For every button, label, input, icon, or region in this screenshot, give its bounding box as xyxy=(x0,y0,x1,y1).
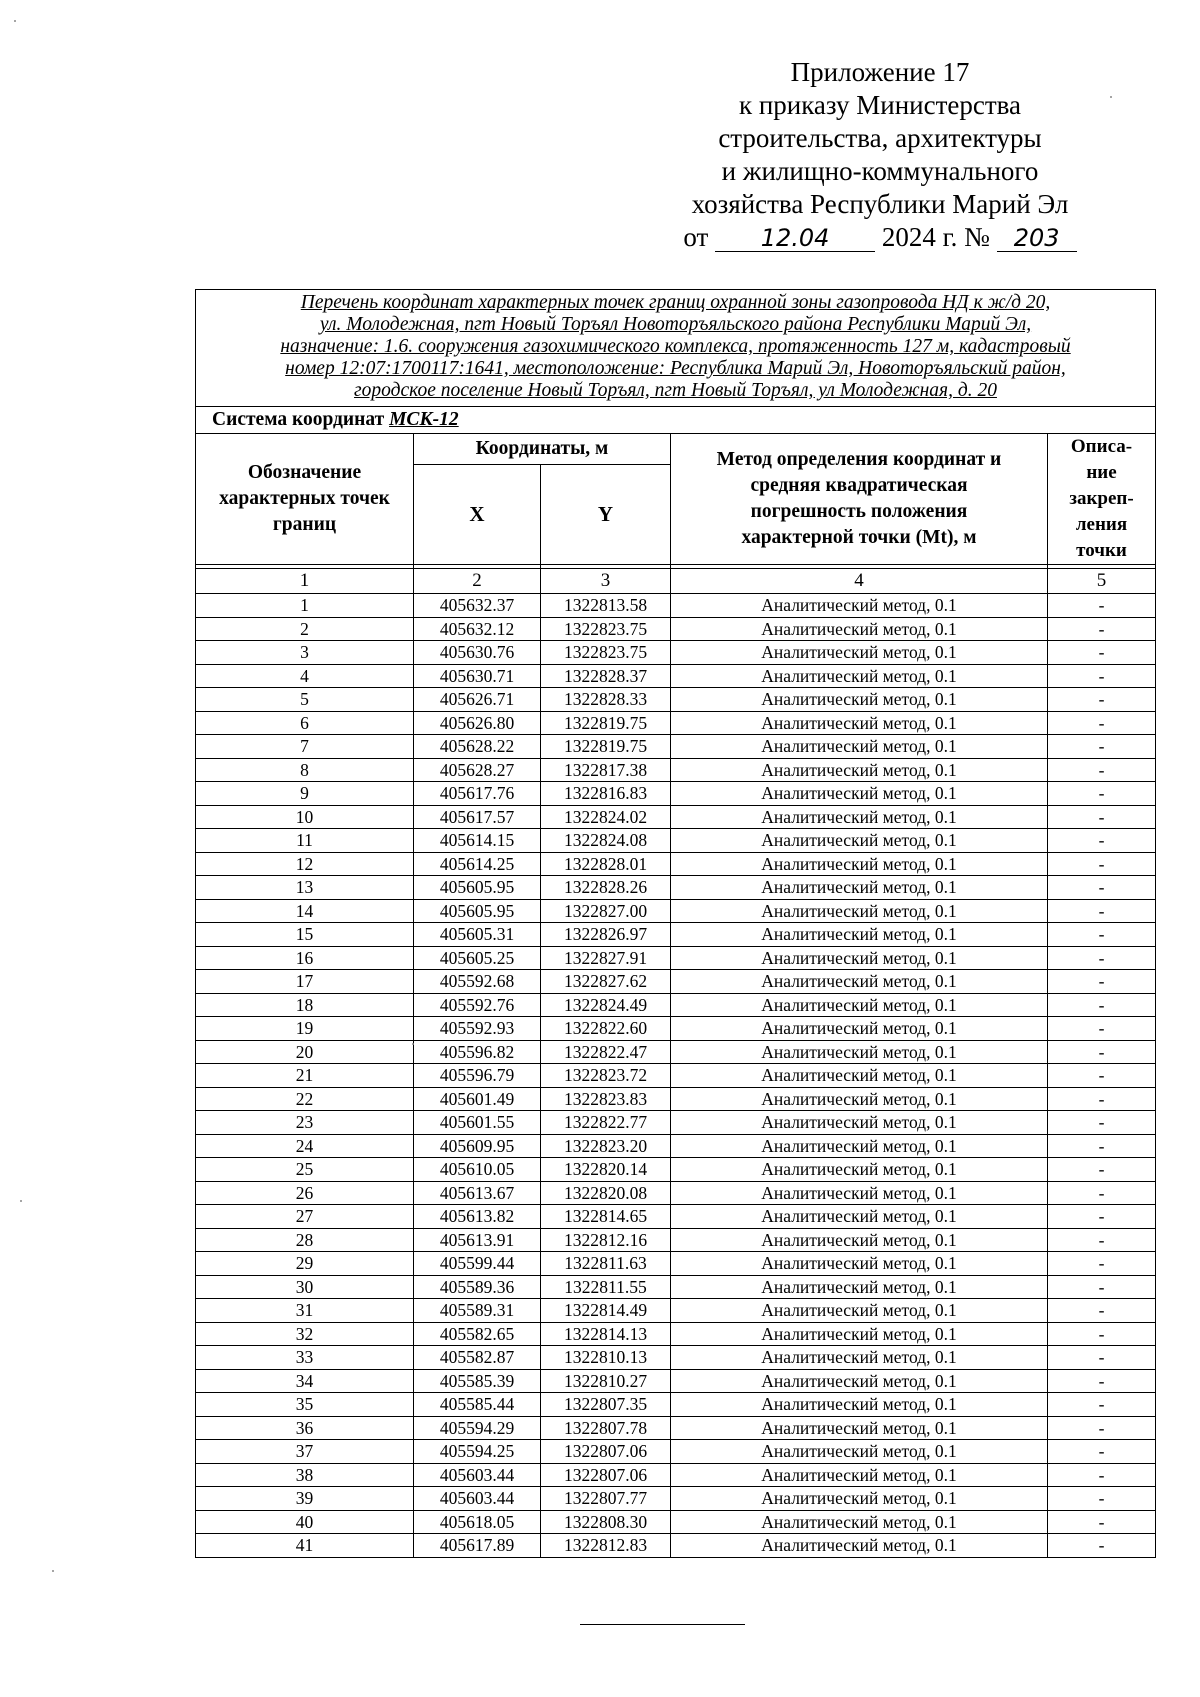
description-cell: - xyxy=(1048,688,1156,712)
description-cell: - xyxy=(1048,617,1156,641)
method-cell: Аналитический метод, 0.1 xyxy=(671,1534,1048,1558)
table-row xyxy=(196,711,1156,735)
point-number-cell: 22 xyxy=(196,1087,414,1111)
x-coordinate-cell: 405582.65 xyxy=(414,1322,541,1346)
point-number-cell: 41 xyxy=(196,1534,414,1558)
y-coordinate-cell: 1322823.72 xyxy=(541,1064,671,1088)
description-cell: - xyxy=(1048,1205,1156,1229)
x-coordinate-cell: 405592.68 xyxy=(414,970,541,994)
y-coordinate-cell: 1322824.02 xyxy=(541,805,671,829)
y-coordinate-cell: 1322811.63 xyxy=(541,1252,671,1276)
title-line: Перечень координат характерных точек границ охранной зоны газопровода НД к ж/д 20, xyxy=(300,292,1051,313)
description-cell: - xyxy=(1048,852,1156,876)
x-coordinate-cell: 405628.22 xyxy=(414,735,541,759)
point-number-cell: 35 xyxy=(196,1393,414,1417)
table-row xyxy=(196,735,1156,759)
header-text: характерных точек xyxy=(219,488,390,509)
table-row xyxy=(196,1393,1156,1417)
appendix-header xyxy=(640,56,1120,254)
y-coordinate-cell: 1322807.35 xyxy=(541,1393,671,1417)
header-line: хозяйства Республики Марий Эл xyxy=(691,189,1069,219)
point-number-cell: 28 xyxy=(196,1228,414,1252)
table-row xyxy=(196,970,1156,994)
x-coordinate-cell: 405617.57 xyxy=(414,805,541,829)
y-coordinate-cell: 1322823.83 xyxy=(541,1087,671,1111)
point-number-cell: 3 xyxy=(196,641,414,665)
y-coordinate-cell: 1322827.62 xyxy=(541,970,671,994)
column-number-row xyxy=(196,569,1156,594)
point-number-cell: 21 xyxy=(196,1064,414,1088)
description-cell: - xyxy=(1048,1252,1156,1276)
description-cell: - xyxy=(1048,970,1156,994)
method-cell: Аналитический метод, 0.1 xyxy=(671,1252,1048,1276)
y-coordinate-cell: 1322807.06 xyxy=(541,1440,671,1464)
y-coordinate-cell: 1322823.75 xyxy=(541,641,671,665)
x-coordinate-cell: 405601.49 xyxy=(414,1087,541,1111)
scan-speck xyxy=(412,1043,414,1045)
y-coordinate-cell: 1322823.75 xyxy=(541,617,671,641)
table-row xyxy=(196,805,1156,829)
x-coordinate-cell: 405618.05 xyxy=(414,1510,541,1534)
method-cell: Аналитический метод, 0.1 xyxy=(671,1416,1048,1440)
description-header xyxy=(1048,434,1156,565)
table-row xyxy=(196,1111,1156,1135)
year-text: 2024 г. № xyxy=(881,222,990,252)
table-title xyxy=(196,290,1156,407)
column-number: 3 xyxy=(541,569,671,594)
point-number-cell: 25 xyxy=(196,1158,414,1182)
table-row xyxy=(196,1534,1156,1558)
scan-speck xyxy=(20,1200,22,1202)
y-coordinate-cell: 1322828.01 xyxy=(541,852,671,876)
header-text: ления xyxy=(1075,514,1128,535)
table-row xyxy=(196,899,1156,923)
method-cell: Аналитический метод, 0.1 xyxy=(671,782,1048,806)
y-coordinate-cell: 1322816.83 xyxy=(541,782,671,806)
y-coordinate-cell: 1322828.37 xyxy=(541,664,671,688)
y-coordinate-cell: 1322811.55 xyxy=(541,1275,671,1299)
table-row xyxy=(196,1087,1156,1111)
y-coordinate-cell: 1322823.20 xyxy=(541,1134,671,1158)
method-cell: Аналитический метод, 0.1 xyxy=(671,1322,1048,1346)
method-header xyxy=(671,434,1048,565)
point-number-cell: 32 xyxy=(196,1322,414,1346)
x-coordinate-cell: 405628.27 xyxy=(414,758,541,782)
method-cell: Аналитический метод, 0.1 xyxy=(671,1087,1048,1111)
point-number-cell: 13 xyxy=(196,876,414,900)
method-cell: Аналитический метод, 0.1 xyxy=(671,711,1048,735)
table-row xyxy=(196,1346,1156,1370)
footer-rule xyxy=(580,1624,745,1625)
point-number-cell: 40 xyxy=(196,1510,414,1534)
x-coordinate-cell: 405599.44 xyxy=(414,1252,541,1276)
table-row xyxy=(196,1252,1156,1276)
description-cell: - xyxy=(1048,1134,1156,1158)
description-cell: - xyxy=(1048,805,1156,829)
column-number: 2 xyxy=(414,569,541,594)
table-row xyxy=(196,1416,1156,1440)
point-number-cell: 10 xyxy=(196,805,414,829)
method-cell: Аналитический метод, 0.1 xyxy=(671,1440,1048,1464)
column-number: 5 xyxy=(1048,569,1156,594)
y-coordinate-cell: 1322819.75 xyxy=(541,735,671,759)
description-cell: - xyxy=(1048,1463,1156,1487)
method-cell: Аналитический метод, 0.1 xyxy=(671,805,1048,829)
method-cell: Аналитический метод, 0.1 xyxy=(671,876,1048,900)
x-coordinate-cell: 405609.95 xyxy=(414,1134,541,1158)
table-row xyxy=(196,1369,1156,1393)
description-cell: - xyxy=(1048,899,1156,923)
y-coordinate-cell: 1322824.49 xyxy=(541,993,671,1017)
description-cell: - xyxy=(1048,1275,1156,1299)
point-number-cell: 15 xyxy=(196,923,414,947)
method-cell: Аналитический метод, 0.1 xyxy=(671,923,1048,947)
y-coordinate-cell: 1322812.83 xyxy=(541,1534,671,1558)
table-row xyxy=(196,664,1156,688)
description-cell: - xyxy=(1048,1393,1156,1417)
table-row xyxy=(196,1064,1156,1088)
x-coordinate-cell: 405610.05 xyxy=(414,1158,541,1182)
method-cell: Аналитический метод, 0.1 xyxy=(671,641,1048,665)
description-cell: - xyxy=(1048,1369,1156,1393)
point-number-cell: 6 xyxy=(196,711,414,735)
x-coordinate-cell: 405617.89 xyxy=(414,1534,541,1558)
x-coordinate-cell: 405605.25 xyxy=(414,946,541,970)
x-coordinate-cell: 405594.25 xyxy=(414,1440,541,1464)
table-row xyxy=(196,688,1156,712)
y-coordinate-cell: 1322824.08 xyxy=(541,829,671,853)
header-line: строительства, архитектуры xyxy=(718,123,1042,153)
description-cell: - xyxy=(1048,1228,1156,1252)
handwritten-order-number: 203 xyxy=(997,225,1077,252)
header-date-line xyxy=(640,221,1120,254)
description-cell: - xyxy=(1048,876,1156,900)
method-cell: Аналитический метод, 0.1 xyxy=(671,1463,1048,1487)
table-row xyxy=(196,1463,1156,1487)
description-cell: - xyxy=(1048,923,1156,947)
point-number-cell: 24 xyxy=(196,1134,414,1158)
x-coordinate-cell: 405614.25 xyxy=(414,852,541,876)
title-line: городское поселение Новый Торъял, пгт Новый Торъял, ул Молодежная, д. 20 xyxy=(354,380,997,401)
point-number-cell: 8 xyxy=(196,758,414,782)
description-cell: - xyxy=(1048,1111,1156,1135)
table-row xyxy=(196,1228,1156,1252)
y-header: Y xyxy=(541,464,671,564)
header-text: закреп- xyxy=(1069,488,1134,509)
x-coordinate-cell: 405613.91 xyxy=(414,1228,541,1252)
x-coordinate-cell: 405596.79 xyxy=(414,1064,541,1088)
y-coordinate-cell: 1322807.77 xyxy=(541,1487,671,1511)
point-number-cell: 33 xyxy=(196,1346,414,1370)
description-cell: - xyxy=(1048,1440,1156,1464)
point-number-cell: 39 xyxy=(196,1487,414,1511)
method-cell: Аналитический метод, 0.1 xyxy=(671,1510,1048,1534)
description-cell: - xyxy=(1048,758,1156,782)
point-number-cell: 31 xyxy=(196,1299,414,1323)
method-cell: Аналитический метод, 0.1 xyxy=(671,617,1048,641)
point-number-cell: 17 xyxy=(196,970,414,994)
method-cell: Аналитический метод, 0.1 xyxy=(671,1205,1048,1229)
designation-header xyxy=(196,434,414,565)
point-number-cell: 19 xyxy=(196,1017,414,1041)
table-row xyxy=(196,993,1156,1017)
description-cell: - xyxy=(1048,641,1156,665)
coordinate-system-value: МСК-12 xyxy=(389,409,459,430)
description-cell: - xyxy=(1048,1346,1156,1370)
method-cell: Аналитический метод, 0.1 xyxy=(671,946,1048,970)
x-coordinate-cell: 405626.71 xyxy=(414,688,541,712)
table-body xyxy=(196,594,1156,1558)
description-cell: - xyxy=(1048,1322,1156,1346)
x-coordinate-cell: 405592.76 xyxy=(414,993,541,1017)
y-coordinate-cell: 1322810.13 xyxy=(541,1346,671,1370)
x-coordinate-cell: 405632.37 xyxy=(414,594,541,618)
y-coordinate-cell: 1322828.33 xyxy=(541,688,671,712)
point-number-cell: 5 xyxy=(196,688,414,712)
coordinates-header: Координаты, м xyxy=(414,434,671,465)
x-coordinate-cell: 405613.82 xyxy=(414,1205,541,1229)
description-cell: - xyxy=(1048,993,1156,1017)
x-coordinate-cell: 405601.55 xyxy=(414,1111,541,1135)
x-coordinate-cell: 405589.31 xyxy=(414,1299,541,1323)
point-number-cell: 1 xyxy=(196,594,414,618)
table-row xyxy=(196,1299,1156,1323)
point-number-cell: 9 xyxy=(196,782,414,806)
header-text: Описа- xyxy=(1070,436,1133,457)
table-row xyxy=(196,758,1156,782)
point-number-cell: 14 xyxy=(196,899,414,923)
header-line: и жилищно-коммунального xyxy=(721,156,1039,186)
description-cell: - xyxy=(1048,946,1156,970)
header-text: характерной точки (Mt), м xyxy=(741,527,977,548)
description-cell: - xyxy=(1048,594,1156,618)
table-row xyxy=(196,946,1156,970)
method-cell: Аналитический метод, 0.1 xyxy=(671,1064,1048,1088)
x-coordinate-cell: 405605.95 xyxy=(414,876,541,900)
y-coordinate-cell: 1322814.65 xyxy=(541,1205,671,1229)
header-line: Приложение 17 xyxy=(790,57,970,87)
x-coordinate-cell: 405585.39 xyxy=(414,1369,541,1393)
point-number-cell: 37 xyxy=(196,1440,414,1464)
method-cell: Аналитический метод, 0.1 xyxy=(671,970,1048,994)
table-row xyxy=(196,1510,1156,1534)
table-row xyxy=(196,641,1156,665)
description-cell: - xyxy=(1048,782,1156,806)
method-cell: Аналитический метод, 0.1 xyxy=(671,829,1048,853)
header-text: Обозначение xyxy=(247,462,362,483)
point-number-cell: 20 xyxy=(196,1040,414,1064)
x-coordinate-cell: 405632.12 xyxy=(414,617,541,641)
y-coordinate-cell: 1322814.49 xyxy=(541,1299,671,1323)
x-coordinate-cell: 405617.76 xyxy=(414,782,541,806)
description-cell: - xyxy=(1048,1416,1156,1440)
point-number-cell: 34 xyxy=(196,1369,414,1393)
method-cell: Аналитический метод, 0.1 xyxy=(671,1228,1048,1252)
y-coordinate-cell: 1322808.30 xyxy=(541,1510,671,1534)
description-cell: - xyxy=(1048,1040,1156,1064)
y-coordinate-cell: 1322822.77 xyxy=(541,1111,671,1135)
table-row xyxy=(196,852,1156,876)
description-cell: - xyxy=(1048,1087,1156,1111)
column-number: 4 xyxy=(671,569,1048,594)
x-coordinate-cell: 405630.71 xyxy=(414,664,541,688)
y-coordinate-cell: 1322820.08 xyxy=(541,1181,671,1205)
description-cell: - xyxy=(1048,711,1156,735)
y-coordinate-cell: 1322828.26 xyxy=(541,876,671,900)
method-cell: Аналитический метод, 0.1 xyxy=(671,1017,1048,1041)
x-coordinate-cell: 405605.95 xyxy=(414,899,541,923)
point-number-cell: 11 xyxy=(196,829,414,853)
table-row xyxy=(196,1040,1156,1064)
coordinate-system-label: Система координат xyxy=(212,409,385,430)
method-cell: Аналитический метод, 0.1 xyxy=(671,1487,1048,1511)
date-prefix: от xyxy=(683,222,709,252)
x-coordinate-cell: 405603.44 xyxy=(414,1487,541,1511)
table-row xyxy=(196,617,1156,641)
scan-speck xyxy=(52,1570,54,1572)
table-row xyxy=(196,1134,1156,1158)
table-row xyxy=(196,1158,1156,1182)
method-cell: Аналитический метод, 0.1 xyxy=(671,899,1048,923)
coordinate-system-row xyxy=(196,407,1156,434)
table-row xyxy=(196,1440,1156,1464)
table-row xyxy=(196,782,1156,806)
point-number-cell: 30 xyxy=(196,1275,414,1299)
description-cell: - xyxy=(1048,829,1156,853)
point-number-cell: 23 xyxy=(196,1111,414,1135)
x-coordinate-cell: 405626.80 xyxy=(414,711,541,735)
table-row xyxy=(196,1181,1156,1205)
header-text: Метод определения координат и xyxy=(716,449,1002,470)
y-coordinate-cell: 1322813.58 xyxy=(541,594,671,618)
method-cell: Аналитический метод, 0.1 xyxy=(671,1369,1048,1393)
table-row xyxy=(196,1322,1156,1346)
description-cell: - xyxy=(1048,1534,1156,1558)
x-coordinate-cell: 405613.67 xyxy=(414,1181,541,1205)
method-cell: Аналитический метод, 0.1 xyxy=(671,1040,1048,1064)
title-line: номер 12:07:1700117:1641, местоположение: Республика Марий Эл, Новоторъяльский район, xyxy=(285,358,1066,379)
y-coordinate-cell: 1322810.27 xyxy=(541,1369,671,1393)
x-coordinate-cell: 405582.87 xyxy=(414,1346,541,1370)
x-coordinate-cell: 405630.76 xyxy=(414,641,541,665)
x-coordinate-cell: 405594.29 xyxy=(414,1416,541,1440)
x-coordinate-cell: 405589.36 xyxy=(414,1275,541,1299)
method-cell: Аналитический метод, 0.1 xyxy=(671,1158,1048,1182)
title-line: ул. Молодежная, пгт Новый Торъял Новоторъяльского района Республики Марий Эл, xyxy=(319,314,1032,335)
header-text: точки xyxy=(1076,540,1127,561)
description-cell: - xyxy=(1048,1299,1156,1323)
x-coordinate-cell: 405614.15 xyxy=(414,829,541,853)
point-number-cell: 27 xyxy=(196,1205,414,1229)
y-coordinate-cell: 1322819.75 xyxy=(541,711,671,735)
header-text: средняя квадратическая xyxy=(750,475,968,496)
x-coordinate-cell: 405585.44 xyxy=(414,1393,541,1417)
header-text: границ xyxy=(272,514,337,535)
x-coordinate-cell: 405596.82 xyxy=(414,1040,541,1064)
title-line: назначение: 1.6. сооружения газохимического комплекса, протяженность 127 м, кадастровый xyxy=(280,336,1071,357)
y-coordinate-cell: 1322822.47 xyxy=(541,1040,671,1064)
column-number: 1 xyxy=(196,569,414,594)
method-cell: Аналитический метод, 0.1 xyxy=(671,1299,1048,1323)
table-row xyxy=(196,594,1156,618)
method-cell: Аналитический метод, 0.1 xyxy=(671,1111,1048,1135)
table-row xyxy=(196,1275,1156,1299)
point-number-cell: 12 xyxy=(196,852,414,876)
point-number-cell: 16 xyxy=(196,946,414,970)
description-cell: - xyxy=(1048,1064,1156,1088)
y-coordinate-cell: 1322822.60 xyxy=(541,1017,671,1041)
handwritten-date: 12.04 xyxy=(715,225,875,252)
method-cell: Аналитический метод, 0.1 xyxy=(671,664,1048,688)
method-cell: Аналитический метод, 0.1 xyxy=(671,758,1048,782)
method-cell: Аналитический метод, 0.1 xyxy=(671,1346,1048,1370)
x-coordinate-cell: 405592.93 xyxy=(414,1017,541,1041)
description-cell: - xyxy=(1048,1510,1156,1534)
point-number-cell: 7 xyxy=(196,735,414,759)
table-row xyxy=(196,1487,1156,1511)
x-coordinate-cell: 405603.44 xyxy=(414,1463,541,1487)
scan-speck xyxy=(1110,96,1112,98)
description-cell: - xyxy=(1048,735,1156,759)
point-number-cell: 2 xyxy=(196,617,414,641)
point-number-cell: 4 xyxy=(196,664,414,688)
method-cell: Аналитический метод, 0.1 xyxy=(671,852,1048,876)
y-coordinate-cell: 1322812.16 xyxy=(541,1228,671,1252)
method-cell: Аналитический метод, 0.1 xyxy=(671,1275,1048,1299)
description-cell: - xyxy=(1048,1017,1156,1041)
method-cell: Аналитический метод, 0.1 xyxy=(671,1393,1048,1417)
y-coordinate-cell: 1322827.00 xyxy=(541,899,671,923)
y-coordinate-cell: 1322827.91 xyxy=(541,946,671,970)
method-cell: Аналитический метод, 0.1 xyxy=(671,1134,1048,1158)
table-row xyxy=(196,1205,1156,1229)
method-cell: Аналитический метод, 0.1 xyxy=(671,993,1048,1017)
y-coordinate-cell: 1322817.38 xyxy=(541,758,671,782)
description-cell: - xyxy=(1048,1487,1156,1511)
description-cell: - xyxy=(1048,1158,1156,1182)
description-cell: - xyxy=(1048,664,1156,688)
header-text: ние xyxy=(1086,462,1117,483)
table-row xyxy=(196,1017,1156,1041)
point-number-cell: 18 xyxy=(196,993,414,1017)
header-line: к приказу Министерства xyxy=(738,90,1022,120)
table-row xyxy=(196,829,1156,853)
table-row xyxy=(196,876,1156,900)
x-coordinate-cell: 405605.31 xyxy=(414,923,541,947)
header-text: погрешность положения xyxy=(750,501,968,522)
x-header: X xyxy=(414,464,541,564)
method-cell: Аналитический метод, 0.1 xyxy=(671,688,1048,712)
table-row xyxy=(196,923,1156,947)
y-coordinate-cell: 1322807.78 xyxy=(541,1416,671,1440)
point-number-cell: 29 xyxy=(196,1252,414,1276)
y-coordinate-cell: 1322814.13 xyxy=(541,1322,671,1346)
method-cell: Аналитический метод, 0.1 xyxy=(671,594,1048,618)
y-coordinate-cell: 1322807.06 xyxy=(541,1463,671,1487)
point-number-cell: 36 xyxy=(196,1416,414,1440)
coordinates-table xyxy=(195,289,1156,1558)
point-number-cell: 38 xyxy=(196,1463,414,1487)
scan-speck xyxy=(14,20,16,22)
method-cell: Аналитический метод, 0.1 xyxy=(671,1181,1048,1205)
method-cell: Аналитический метод, 0.1 xyxy=(671,735,1048,759)
y-coordinate-cell: 1322826.97 xyxy=(541,923,671,947)
y-coordinate-cell: 1322820.14 xyxy=(541,1158,671,1182)
point-number-cell: 26 xyxy=(196,1181,414,1205)
description-cell: - xyxy=(1048,1181,1156,1205)
